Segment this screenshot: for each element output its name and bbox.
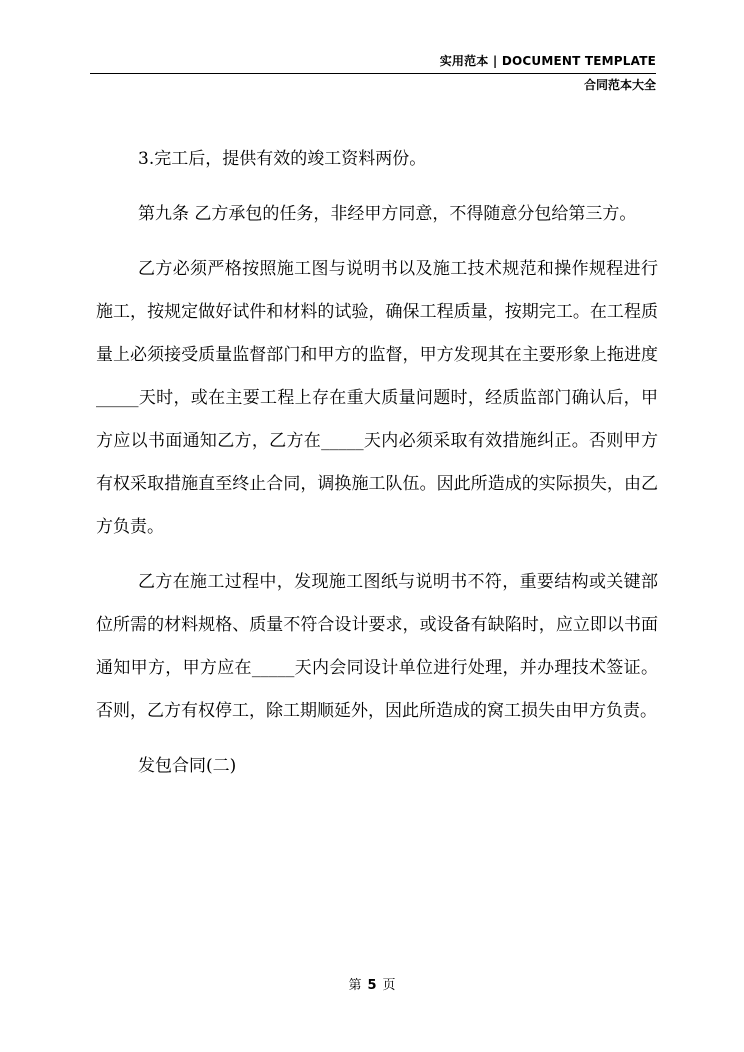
page-label-suffix: 页	[382, 978, 396, 993]
page-footer	[0, 974, 744, 993]
header-title: 实用范本 | DOCUMENT TEMPLATE	[439, 54, 656, 68]
paragraph-article-nine: 第九条 乙方承包的任务，非经甲方同意，不得随意分包给第三方。	[138, 204, 637, 224]
page-label-prefix: 第	[348, 978, 362, 993]
paragraph-design-discrepancy: 乙方在施工过程中，发现施工图纸与说明书不符，重要结构或关键部位所需的材料规格、质量不符合设计要求，或设备有缺陷时，应立即以书面通知甲方，甲方应在_____天内会同设计单位进行处理，并办理技术签证。否则，乙方有权停工，除工期顺延外，因此所造成的窝工损失由甲方负责。	[96, 572, 658, 721]
header-divider	[90, 73, 656, 74]
document-body	[96, 138, 658, 800]
paragraph-quality-supervision: 乙方必须严格按照施工图与说明书以及施工技术规范和操作规程进行施工，按规定做好试件和材料的试验，确保工程质量，按期完工。在工程质量上必须接受质量监督部门和甲方的监督，甲方发现其在主要形象上拖进度_____天时，或在主要工程上存在重大质量问题时，经质监部门确认后，甲方应以书面通知乙方，乙方在_____天内必须采取有效措施纠正。否则甲方有权采取措施直至终止合同，调换施工队伍。因此所造成的实际损失，由乙方负责。	[96, 259, 658, 537]
page-header	[90, 52, 656, 102]
page-number: 5	[367, 978, 377, 993]
paragraph-completion-docs: 3.完工后，提供有效的竣工资料两份。	[138, 149, 427, 169]
header-subtitle: 合同范本大全	[583, 78, 656, 92]
section-heading: 发包合同(二)	[138, 756, 237, 776]
